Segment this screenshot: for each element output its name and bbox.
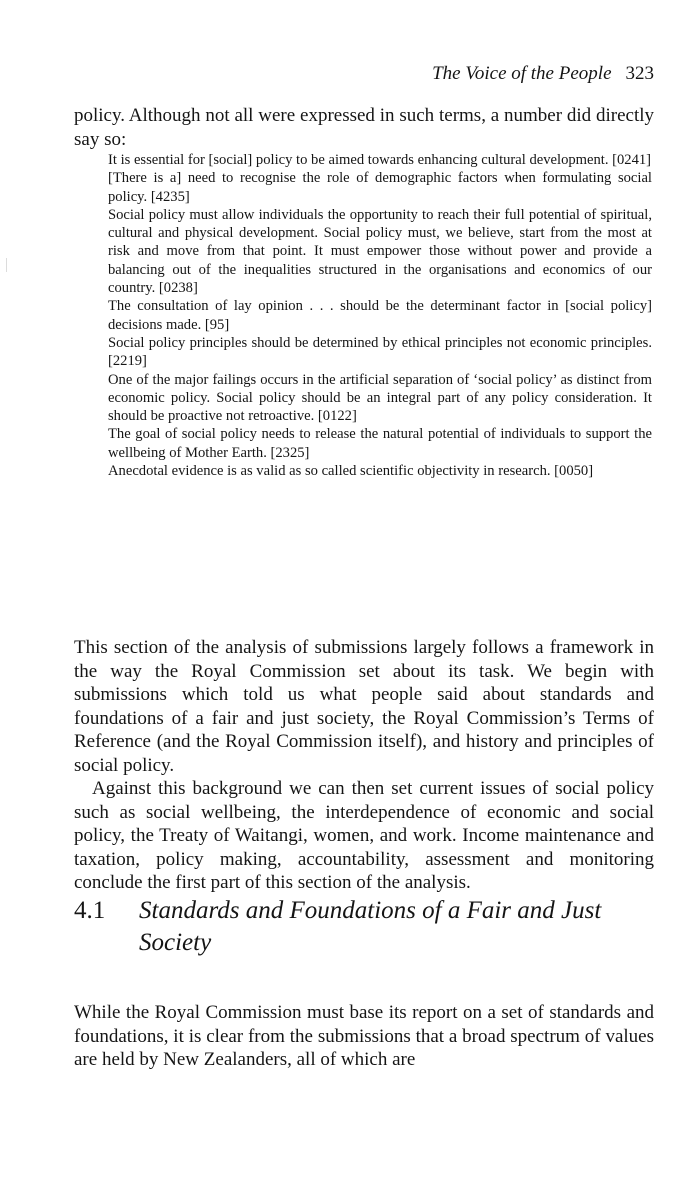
intro-paragraph [74,104,654,151]
quote-2325: The goal of social policy needs to release the natural potential of individuals to support the wellbeing of Mother Earth. [2325] [108,426,652,461]
closing-paragraph [74,1001,654,1072]
quote-4235: [There is a] need to recognise the role of demographic factors when formulating social policy. [4235] [108,170,652,205]
quote-0050: Anecdotal evidence is as valid as so called scientific objectivity in research. [0050] [108,463,594,480]
margin-mark [6,258,7,272]
quote-0241: It is essential for [social] policy to be aimed towards enhancing cultural development. [0241] [108,152,652,168]
paragraph-background: Against this background we can then set current issues of social policy such as social wellbeing, the interdependence of economic and social policy, the Treaty of Waitangi, women, and work. Income maintenance and taxation, policy making, accountability, assessment and monitoring conclude the first part of this section of the analysis. [74,778,654,893]
page-number: 323 [625,63,654,84]
quote-0238: Social policy must allow individuals the opportunity to reach their full potential of spiritual, cultural and physical development. Social policy must, we believe, start from the most at risk and move from that point. It must empower those without power and provide a balancing out of the inequalities structured in the organisations and economics of our country. [0238] [108,206,652,297]
quote-2219: Social policy principles should be determined by ethical principles not economic principles. [2219] [108,334,652,370]
section-number: 4.1 [74,897,106,924]
running-head [432,62,654,86]
closing-text: While the Royal Commission must base its report on a set of standards and foundations, it is clear from the submissions that a broad spectrum of values are held by New Zealanders, all of which are [74,1002,654,1070]
paragraph-framework: This section of the analysis of submissions largely follows a framework in the way the Royal Commission set about its task. We begin with submissions which told us what people said about standards and foundations of a fair and just society, the Royal Commission’s Terms of Reference (and the Royal Commission itself), and history and principles of social policy. [74,637,654,776]
section-heading [74,895,654,959]
section-title: Standards and Foundations of a Fair and Just Society [139,897,602,956]
body-paragraphs [74,636,654,895]
quote-0122: One of the major failings occurs in the artificial separation of ‘social policy’ as distinct from economic policy. Social policy should be an integral part of any policy consideration. It should be proactive not retroactive. [0122] [108,371,652,425]
quote-95: The consultation of lay opinion . . . should be the determinant factor in [social policy] decisions made. [95] [108,298,652,333]
running-head-title: The Voice of the People [432,63,612,84]
quotation-list [108,151,652,480]
intro-text: policy. Although not all were expressed in such terms, a number did directly say so: [74,105,654,150]
